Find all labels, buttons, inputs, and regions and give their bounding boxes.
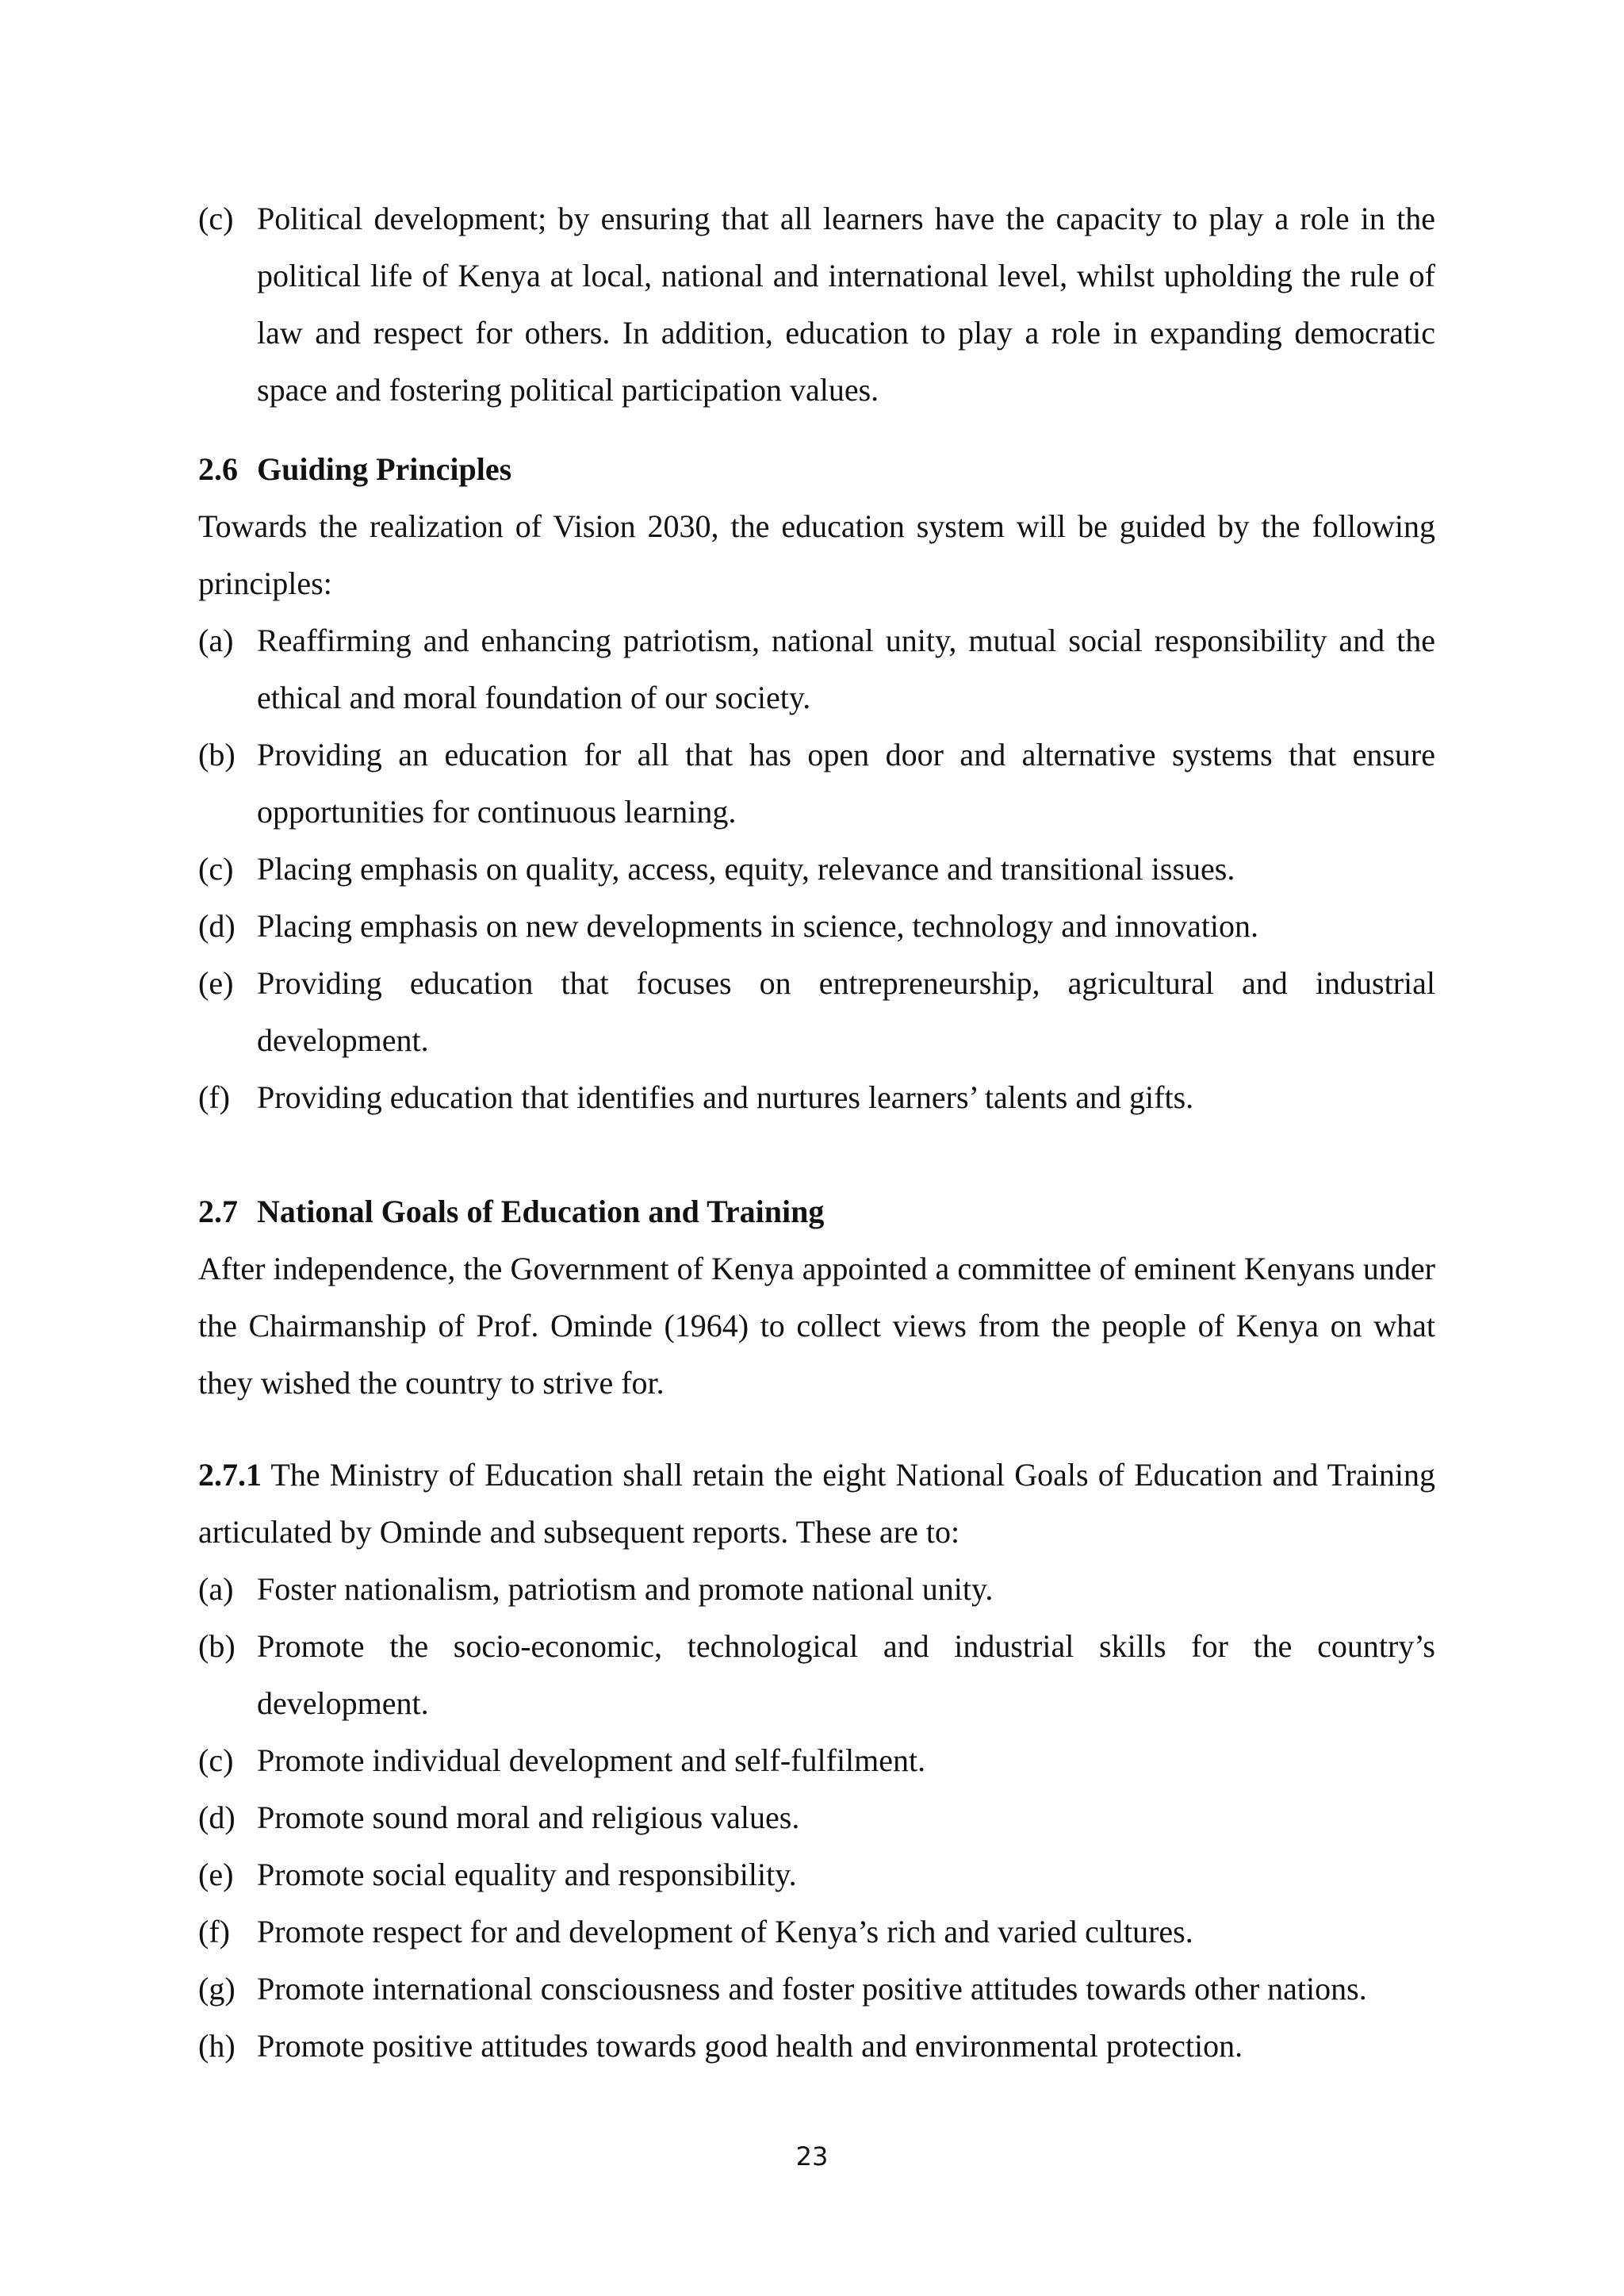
section-2-6-intro: Towards the realization of Vision 2030, the education system will be guided by the following principles: [198, 508, 1435, 601]
page-number: 23 [795, 2141, 829, 2171]
list-item-text: Promote sound moral and religious values. [257, 1800, 800, 1835]
list-marker: (g) [198, 1971, 236, 2007]
list-marker: (f) [198, 1914, 230, 1949]
list-item-text: Promote social equality and responsibility. [257, 1857, 797, 1892]
list-marker: (d) [198, 908, 236, 944]
list-item [198, 1069, 1435, 1126]
list-item [198, 726, 1435, 841]
list-marker: (d) [198, 1800, 236, 1835]
list-marker: (c) [198, 851, 234, 887]
list-item [198, 1903, 1435, 1961]
list-marker: (b) [198, 1628, 236, 1664]
list-marker: (a) [198, 623, 234, 658]
list-item-political-development [198, 190, 1435, 419]
spacer [198, 1126, 1435, 1161]
list-item-text: Promote the socio-economic, technological and industrial skills for the country’s development. [257, 1628, 1435, 1721]
list-item-text: Providing education that focuses on entrepreneurship, agricultural and industrial development. [257, 965, 1435, 1058]
list-marker: (c) [198, 201, 234, 236]
list-marker: (f) [198, 1079, 230, 1115]
subsection-text: The Ministry of Education shall retain the eight National Goals of Education and Training articulated by Ominde and subsequent reports. These are to: [198, 1457, 1435, 1550]
spacer [198, 1412, 1435, 1447]
section-title: National Goals of Education and Training [257, 1194, 825, 1229]
list-item-text: Reaffirming and enhancing patriotism, national unity, mutual social responsibility and the ethical and moral foundation of our society. [257, 623, 1435, 715]
list-item-text: Political development; by ensuring that all learners have the capacity to play a role in the political life of Kenya at local, national and international level, whilst upholding the rule of law and respect for others. In addition, education to play a role in expanding democratic space and fostering political participation values. [257, 201, 1435, 408]
list-item [198, 1846, 1435, 1903]
list-marker: (h) [198, 2028, 236, 2064]
list-marker: (e) [198, 1857, 234, 1892]
list-item-text: Placing emphasis on quality, access, equity, relevance and transitional issues. [257, 851, 1235, 887]
list-item [198, 612, 1435, 726]
list-item-text: Providing an education for all that has open door and alternative systems that ensure opportunities for continuous learning. [257, 737, 1435, 830]
list-marker: (c) [198, 1742, 234, 1778]
section-number: 2.7 [198, 1194, 238, 1229]
list-item [198, 1618, 1435, 1732]
section-heading-2-7 [198, 1183, 1435, 1240]
section-2-7-1-paragraph [198, 1447, 1435, 1561]
section-number: 2.6 [198, 451, 238, 487]
list-marker: (b) [198, 737, 236, 772]
list-marker: (a) [198, 1571, 234, 1607]
subsection-number: 2.7.1 [198, 1457, 262, 1493]
list-item-text: Promote respect for and development of Kenya’s rich and varied cultures. [257, 1914, 1193, 1949]
page-content [198, 190, 1435, 2075]
list-item [198, 2018, 1435, 2075]
list-item [198, 955, 1435, 1069]
list-marker: (e) [198, 965, 234, 1001]
section-title: Guiding Principles [257, 451, 512, 487]
list-item [198, 898, 1435, 955]
list-item [198, 1561, 1435, 1618]
list-item-text: Foster nationalism, patriotism and promote national unity. [257, 1571, 994, 1607]
list-item-text: Promote international consciousness and foster positive attitudes towards other nations. [257, 1971, 1367, 2007]
list-item-text: Promote positive attitudes towards good health and environmental protection. [257, 2028, 1243, 2064]
list-item-text: Promote individual development and self-fulfilment. [257, 1742, 926, 1778]
list-item-text: Placing emphasis on new developments in science, technology and innovation. [257, 908, 1259, 944]
list-item [198, 841, 1435, 898]
list-item [198, 1789, 1435, 1846]
list-item-text: Providing education that identifies and nurtures learners’ talents and gifts. [257, 1079, 1194, 1115]
section-2-7-intro: After independence, the Government of Kenya appointed a committee of eminent Kenyans under the Chairmanship of Prof. Ominde (1964) to collect views from the people of Kenya on what they wished the country to strive for. [198, 1251, 1435, 1401]
list-item [198, 1961, 1435, 2018]
section-heading-2-6 [198, 441, 1435, 498]
list-item [198, 1732, 1435, 1789]
